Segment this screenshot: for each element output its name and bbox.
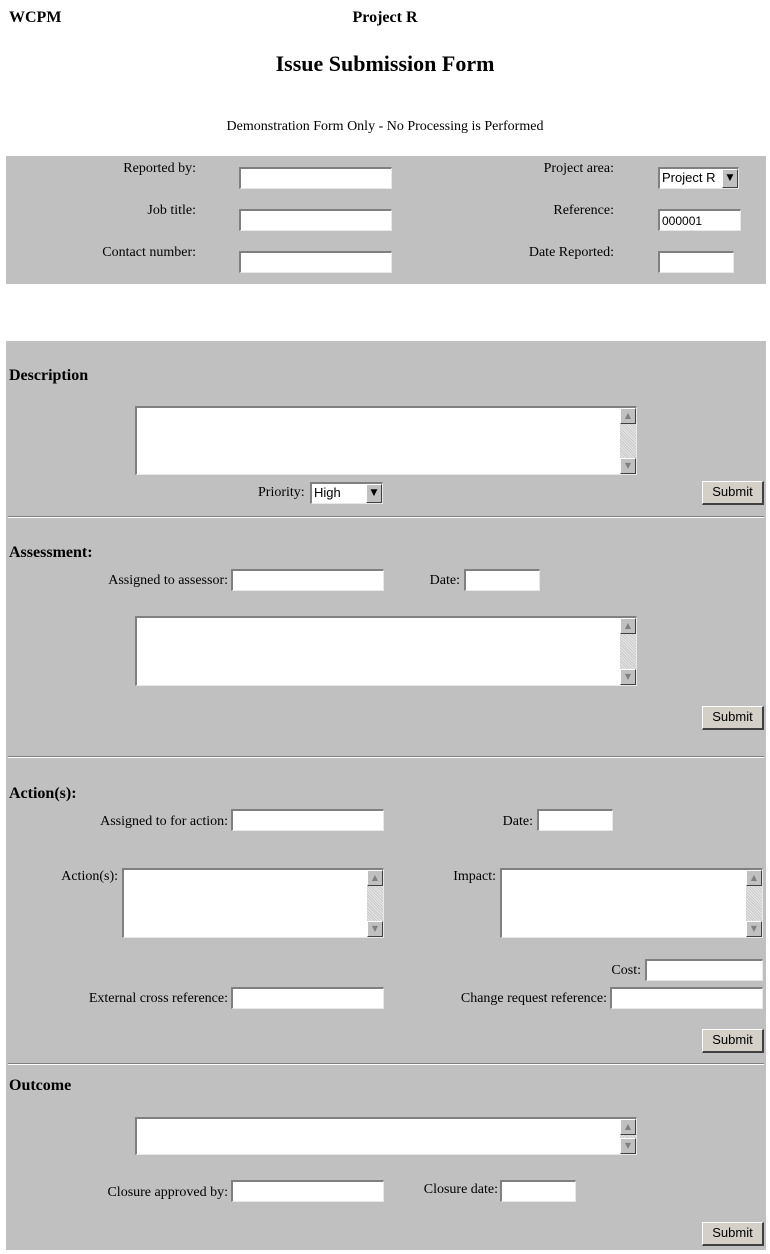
closure-approved-input[interactable] [231, 1180, 384, 1202]
reported-by-input[interactable] [239, 167, 392, 189]
section-divider [8, 1063, 764, 1065]
project-area-label: Project area: [543, 161, 614, 176]
actions-textarea[interactable] [122, 868, 384, 938]
actions-text-label: Action(s): [61, 869, 118, 884]
scroll-down-icon[interactable]: ▼ [746, 921, 762, 937]
change-request-input[interactable] [610, 987, 763, 1009]
section-divider [8, 516, 764, 518]
scroll-up-icon[interactable]: ▲ [367, 870, 383, 886]
scroll-up-icon[interactable]: ▲ [746, 870, 762, 886]
priority-select[interactable] [310, 482, 383, 504]
outcome-heading: Outcome [9, 1077, 72, 1094]
page-title: Issue Submission Form [275, 51, 495, 76]
impact-scrollbar[interactable] [746, 870, 762, 937]
chevron-down-icon[interactable]: ▼ [722, 169, 738, 188]
action-date-input[interactable] [537, 809, 613, 831]
reporter-panel [6, 156, 766, 284]
scroll-up-icon[interactable]: ▲ [620, 618, 636, 634]
date-reported-input[interactable] [658, 251, 734, 273]
assessment-textarea[interactable] [135, 616, 637, 686]
assessor-label: Assigned to assessor: [108, 573, 228, 588]
contact-number-input[interactable] [239, 251, 392, 273]
assessment-submit-button[interactable]: Submit [702, 706, 764, 730]
section-divider [8, 756, 764, 758]
description-submit-button[interactable]: Submit [702, 481, 764, 505]
external-ref-label: External cross reference: [88, 991, 228, 1006]
scroll-up-icon[interactable]: ▲ [620, 1119, 636, 1135]
description-scrollbar[interactable] [620, 408, 636, 474]
outcome-textarea[interactable] [135, 1117, 637, 1155]
action-date-label: Date: [502, 814, 533, 829]
scroll-up-icon[interactable]: ▲ [620, 408, 636, 424]
scroll-down-icon[interactable]: ▼ [620, 669, 636, 685]
assessment-heading: Assessment: [9, 544, 93, 561]
priority-label: Priority: [258, 485, 305, 500]
assessor-input[interactable] [231, 569, 384, 591]
job-title-input[interactable] [239, 209, 392, 231]
assessment-date-label: Date: [429, 573, 460, 588]
closure-approved-label: Closure approved by: [107, 1185, 228, 1200]
closure-date-label: Closure date: [423, 1182, 498, 1197]
impact-label: Impact: [453, 869, 496, 884]
reference-input[interactable]: 000001 [658, 209, 741, 231]
external-ref-input[interactable] [231, 987, 384, 1009]
contact-number-label: Contact number: [102, 245, 196, 260]
actions-heading: Action(s): [9, 785, 77, 802]
cost-label: Cost: [611, 963, 641, 978]
outcome-submit-button[interactable]: Submit [702, 1222, 764, 1246]
project-area-select[interactable] [658, 167, 739, 189]
project-label: Project R [352, 9, 418, 26]
job-title-label: Job title: [147, 203, 196, 218]
scroll-down-icon[interactable]: ▼ [367, 921, 383, 937]
assessment-scrollbar[interactable] [620, 618, 636, 685]
brand-label: WCPM [9, 9, 62, 26]
scroll-down-icon[interactable]: ▼ [620, 1138, 636, 1154]
actions-submit-button[interactable]: Submit [702, 1029, 764, 1053]
cost-input[interactable] [645, 959, 763, 981]
description-textarea[interactable] [135, 406, 637, 475]
demo-notice: Demonstration Form Only - No Processing is Performed [226, 119, 544, 134]
chevron-down-icon[interactable]: ▼ [366, 484, 382, 503]
description-heading: Description [9, 367, 89, 384]
impact-textarea[interactable] [500, 868, 763, 938]
outcome-scrollbar[interactable] [620, 1119, 636, 1154]
action-assignee-input[interactable] [231, 809, 384, 831]
project-area-value: Project R [662, 170, 716, 185]
action-assignee-label: Assigned to for action: [100, 814, 228, 829]
change-request-label: Change request reference: [460, 991, 607, 1006]
closure-date-input[interactable] [500, 1180, 576, 1202]
scroll-down-icon[interactable]: ▼ [620, 458, 636, 474]
priority-value: High [314, 485, 341, 500]
reported-by-label: Reported by: [123, 161, 196, 176]
actions-scrollbar[interactable] [367, 870, 383, 937]
issue-panel [6, 341, 766, 1250]
date-reported-label: Date Reported: [528, 245, 614, 260]
reference-label: Reference: [553, 203, 614, 218]
assessment-date-input[interactable] [464, 569, 540, 591]
